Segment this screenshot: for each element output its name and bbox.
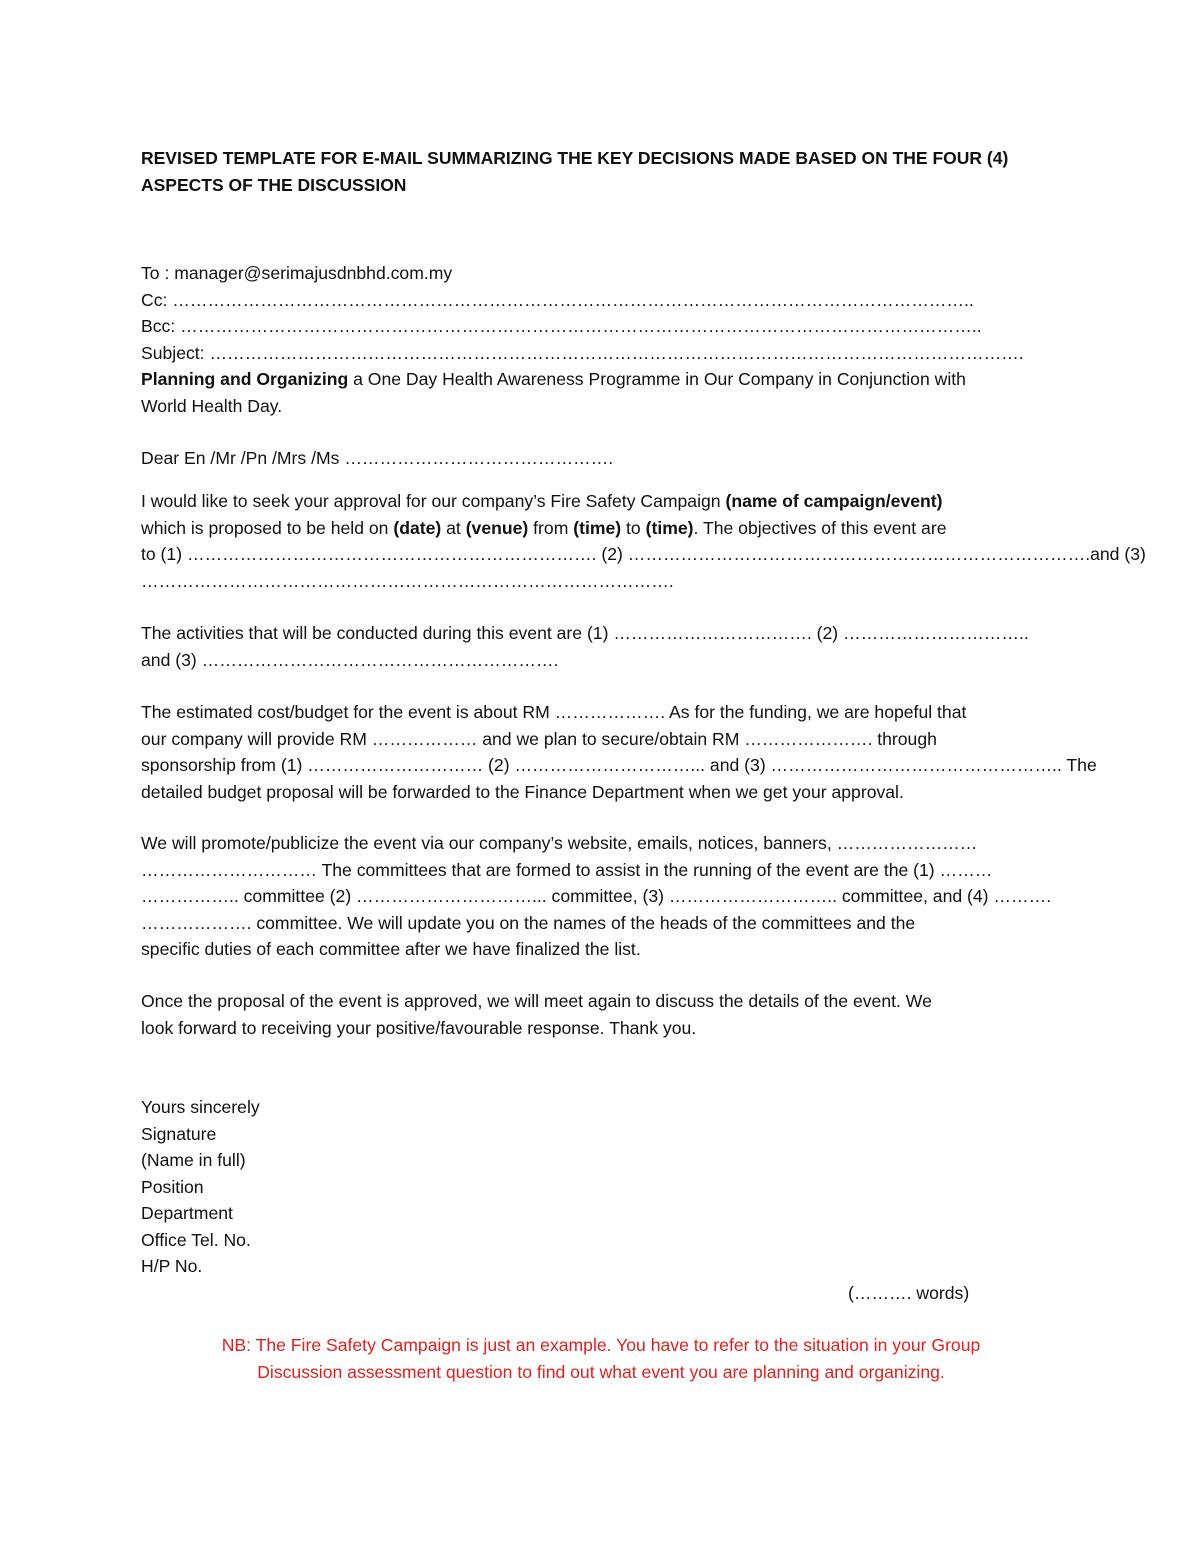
para1-bold-time: (time) — [573, 517, 622, 538]
title-line-2: ASPECTS OF THE DISCUSSION — [141, 174, 407, 195]
para1-line-3: to (1) ……………………………………………………………. (2) …………………………………………………………………….and (3) — [141, 544, 1146, 564]
para5-line-1: Once the proposal of the event is approved, we will meet again to discuss the details of the event. We — [141, 991, 932, 1011]
paragraph-approval — [141, 488, 1146, 594]
to-line: To : manager@serimajusdnbhd.com.my — [141, 263, 453, 283]
para1-line-4: ………………………………………………………………………………. — [141, 570, 674, 591]
para1-bold-time: (time) — [645, 517, 694, 538]
para4-line-4: ………………. committee. We will update you on the names of the heads of the committees and the — [141, 912, 916, 933]
department-label: Department — [141, 1203, 233, 1223]
subject-rest-text: a One Day Health Awareness Programme in Our Company in Conjunction with — [348, 369, 966, 389]
para4-line-3: …………….. committee (2) …………………………... committee, (3) ……………………….. committee, and (4) ………. — [141, 886, 1052, 906]
paragraph-budget — [141, 699, 1097, 805]
subject-example-line — [141, 366, 1061, 393]
para4-line-1: We will promote/publicize the event via our company’s website, emails, notices, banners, …………………… — [141, 833, 978, 853]
word-count: (………. words) — [848, 1283, 970, 1303]
signature-block — [141, 1094, 1061, 1280]
para3-line-4: detailed budget proposal will be forwarded to the Finance Department when we get your approval. — [141, 781, 904, 802]
nb-line-2: Discussion assessment question to find out what event you are planning and organizing. — [257, 1361, 945, 1382]
para1-line-1 — [141, 488, 1061, 515]
para1-line-2 — [141, 515, 1061, 542]
para3-line-1: The estimated cost/budget for the event is about RM ………………. As for the funding, we are hopeful that — [141, 702, 967, 722]
para3-line-2: our company will provide RM ……………… and we plan to secure/obtain RM …………………. through — [141, 728, 937, 749]
bcc-line: Bcc: ……………………………………………………………………………………………………………………….. — [141, 316, 982, 336]
para1-text: from — [528, 517, 574, 538]
para1-bold-date: (date) — [393, 517, 442, 538]
position-label: Position — [141, 1176, 204, 1197]
email-header — [141, 260, 1061, 419]
paragraph-activities — [141, 620, 1061, 673]
para1-bold-venue: (venue) — [465, 517, 529, 538]
paragraph-promotion — [141, 830, 1061, 963]
title-line-1: REVISED TEMPLATE FOR E-MAIL SUMMARIZING THE KEY DECISIONS MADE BASED ON THE FOUR (4) — [141, 148, 1009, 168]
subject-bold-text: Planning and Organizing — [141, 369, 349, 389]
document-title — [141, 145, 1071, 198]
nb-note — [141, 1332, 1061, 1385]
para3-line-3: sponsorship from (1) ………………………… (2) …………………………... and (3) ………………………………………….. The — [141, 755, 1097, 775]
full-name-label: (Name in full) — [141, 1150, 246, 1170]
para1-text: which is proposed to be held on — [141, 517, 394, 538]
salutation — [141, 445, 1061, 472]
subject-line: Subject: …………………………………………………………………………………………………………………………. — [141, 342, 1024, 363]
para1-text: to — [621, 517, 646, 538]
para4-line-5: specific duties of each committee after we have finalized the list. — [141, 939, 641, 959]
para5-line-2: look forward to receiving your positive/favourable response. Thank you. — [141, 1017, 697, 1038]
para1-text: . The objectives of this event are — [693, 517, 947, 538]
para2-line-2: and (3) ……………………………………………………. — [141, 649, 559, 670]
para1-text: I would like to seek your approval for our company’s Fire Safety Campaign — [141, 491, 726, 511]
para4-line-2: ………………………… The committees that are formed to assist in the running of the event are the (1) ……… — [141, 859, 993, 880]
paragraph-closing — [141, 988, 1061, 1041]
cc-line: Cc: ……………………………………………………………………………………………………………………….. — [141, 289, 974, 310]
hp-number-label: H/P No. — [141, 1256, 203, 1276]
para1-text: at — [441, 517, 466, 538]
signature-label: Signature — [141, 1123, 217, 1144]
para1-bold-event: (name of campaign/event) — [725, 491, 943, 511]
subject-example-line-2: World Health Day. — [141, 395, 283, 416]
para2-line-1: The activities that will be conducted during this event are (1) ……………………………. (2) ………………………….. — [141, 623, 1029, 643]
nb-line-1: NB: The Fire Safety Campaign is just an example. You have to refer to the situation in your Group — [221, 1335, 981, 1355]
salutation-line: Dear En /Mr /Pn /Mrs /Ms ………………………………………. — [141, 448, 614, 468]
office-tel-label: Office Tel. No. — [141, 1229, 251, 1250]
yours-sincerely: Yours sincerely — [141, 1097, 260, 1117]
